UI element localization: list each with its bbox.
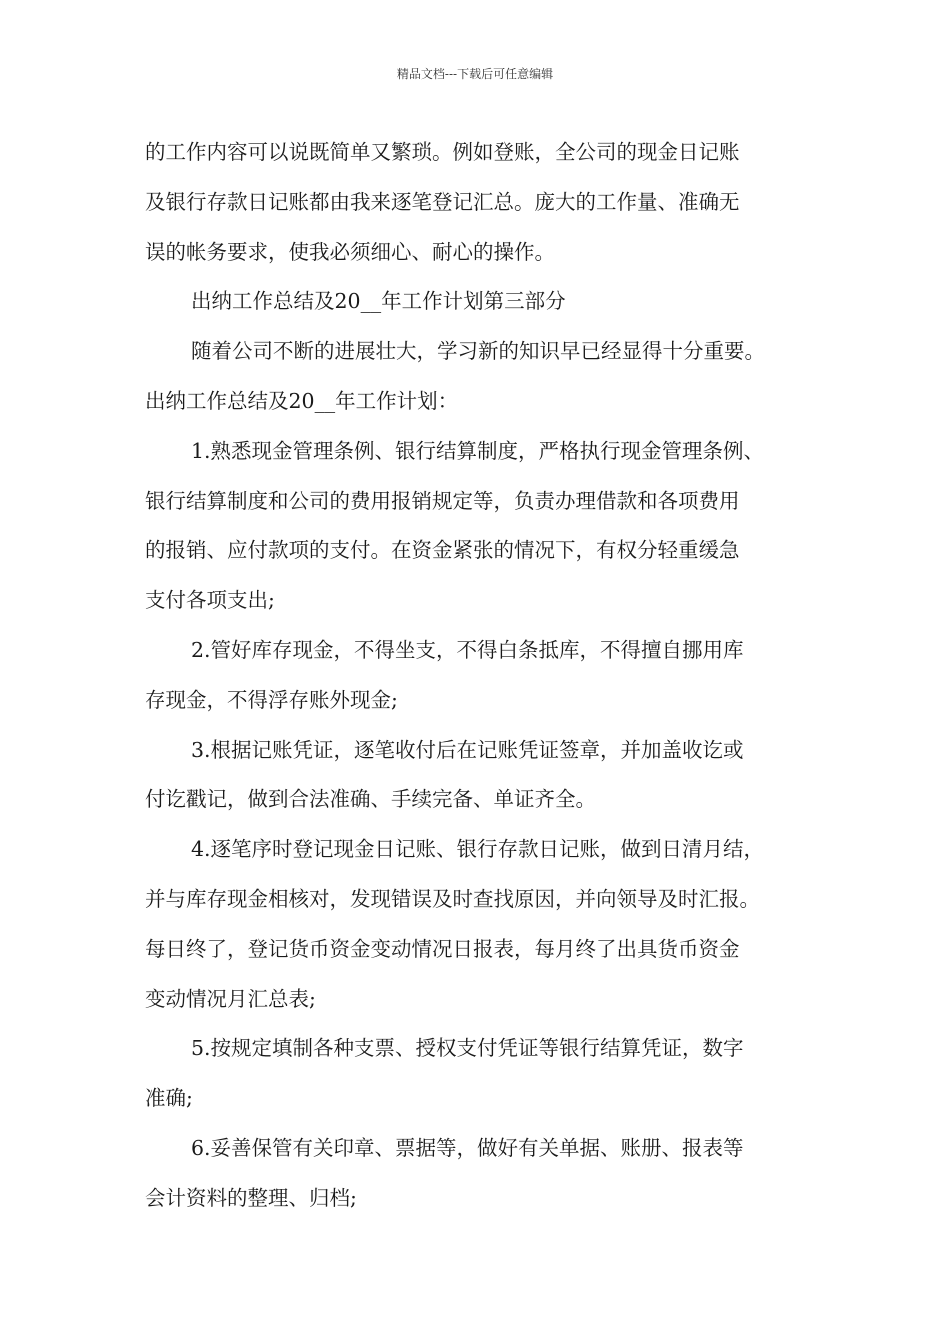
text-line: 会计资料的整理、归档;: [145, 1185, 357, 1210]
text-line: 存现金，不得浮存账外现金;: [145, 687, 398, 712]
text-line: 误的帐务要求，使我必须细心、耐心的操作。: [145, 239, 555, 264]
text-line: 随着公司不断的进展壮大，学习新的知识早已经显得十分重要。: [191, 339, 765, 364]
text-line: 的报销、应付款项的支付。在资金紧张的情况下，有权分轻重缓急: [145, 538, 740, 563]
text-line: 及银行存款日记账都由我来逐笔登记汇总。庞大的工作量、准确无: [145, 189, 740, 214]
text-line: 银行结算制度和公司的费用报销规定等，负责办理借款和各项费用: [145, 488, 740, 513]
text-line: 准确;: [145, 1086, 193, 1111]
text-line: 6.妥善保管有关印章、票据等，做好有关单据、账册、报表等: [191, 1135, 744, 1160]
text-line: 出纳工作总结及20__年工作计划第三部分: [191, 289, 566, 314]
text-line: 5.按规定填制各种支票、授权支付凭证等银行结算凭证，数字: [191, 1036, 744, 1061]
text-line: 1.熟悉现金管理条例、银行结算制度，严格执行现金管理条例、: [191, 438, 765, 463]
text-line: 付讫戳记，做到合法准确、手续完备、单证齐全。: [145, 787, 596, 812]
document-body: [145, 128, 825, 1224]
text-line: 变动情况月汇总表;: [145, 986, 316, 1011]
text-line: 支付各项支出;: [145, 588, 275, 613]
text-line: 的工作内容可以说既简单又繁琐。例如登账，全公司的现金日记账: [145, 140, 740, 164]
text-line: 2.管好库存现金，不得坐支，不得白条抵库，不得擅自挪用库: [191, 637, 744, 662]
text-line: 每日终了，登记货币资金变动情况日报表，每月终了出具货币资金: [145, 936, 740, 961]
page-header: 精品文档---下载后可任意编辑: [396, 67, 554, 81]
text-line: 4.逐笔序时登记现金日记账、银行存款日记账，做到日清月结，: [191, 837, 765, 862]
text-line: 出纳工作总结及20__年工作计划：: [145, 388, 459, 413]
text-line: 3.根据记账凭证，逐笔收付后在记账凭证签章，并加盖收讫或: [191, 737, 744, 762]
text-line: 并与库存现金相核对，发现错误及时查找原因，并向领导及时汇报。: [145, 886, 760, 911]
